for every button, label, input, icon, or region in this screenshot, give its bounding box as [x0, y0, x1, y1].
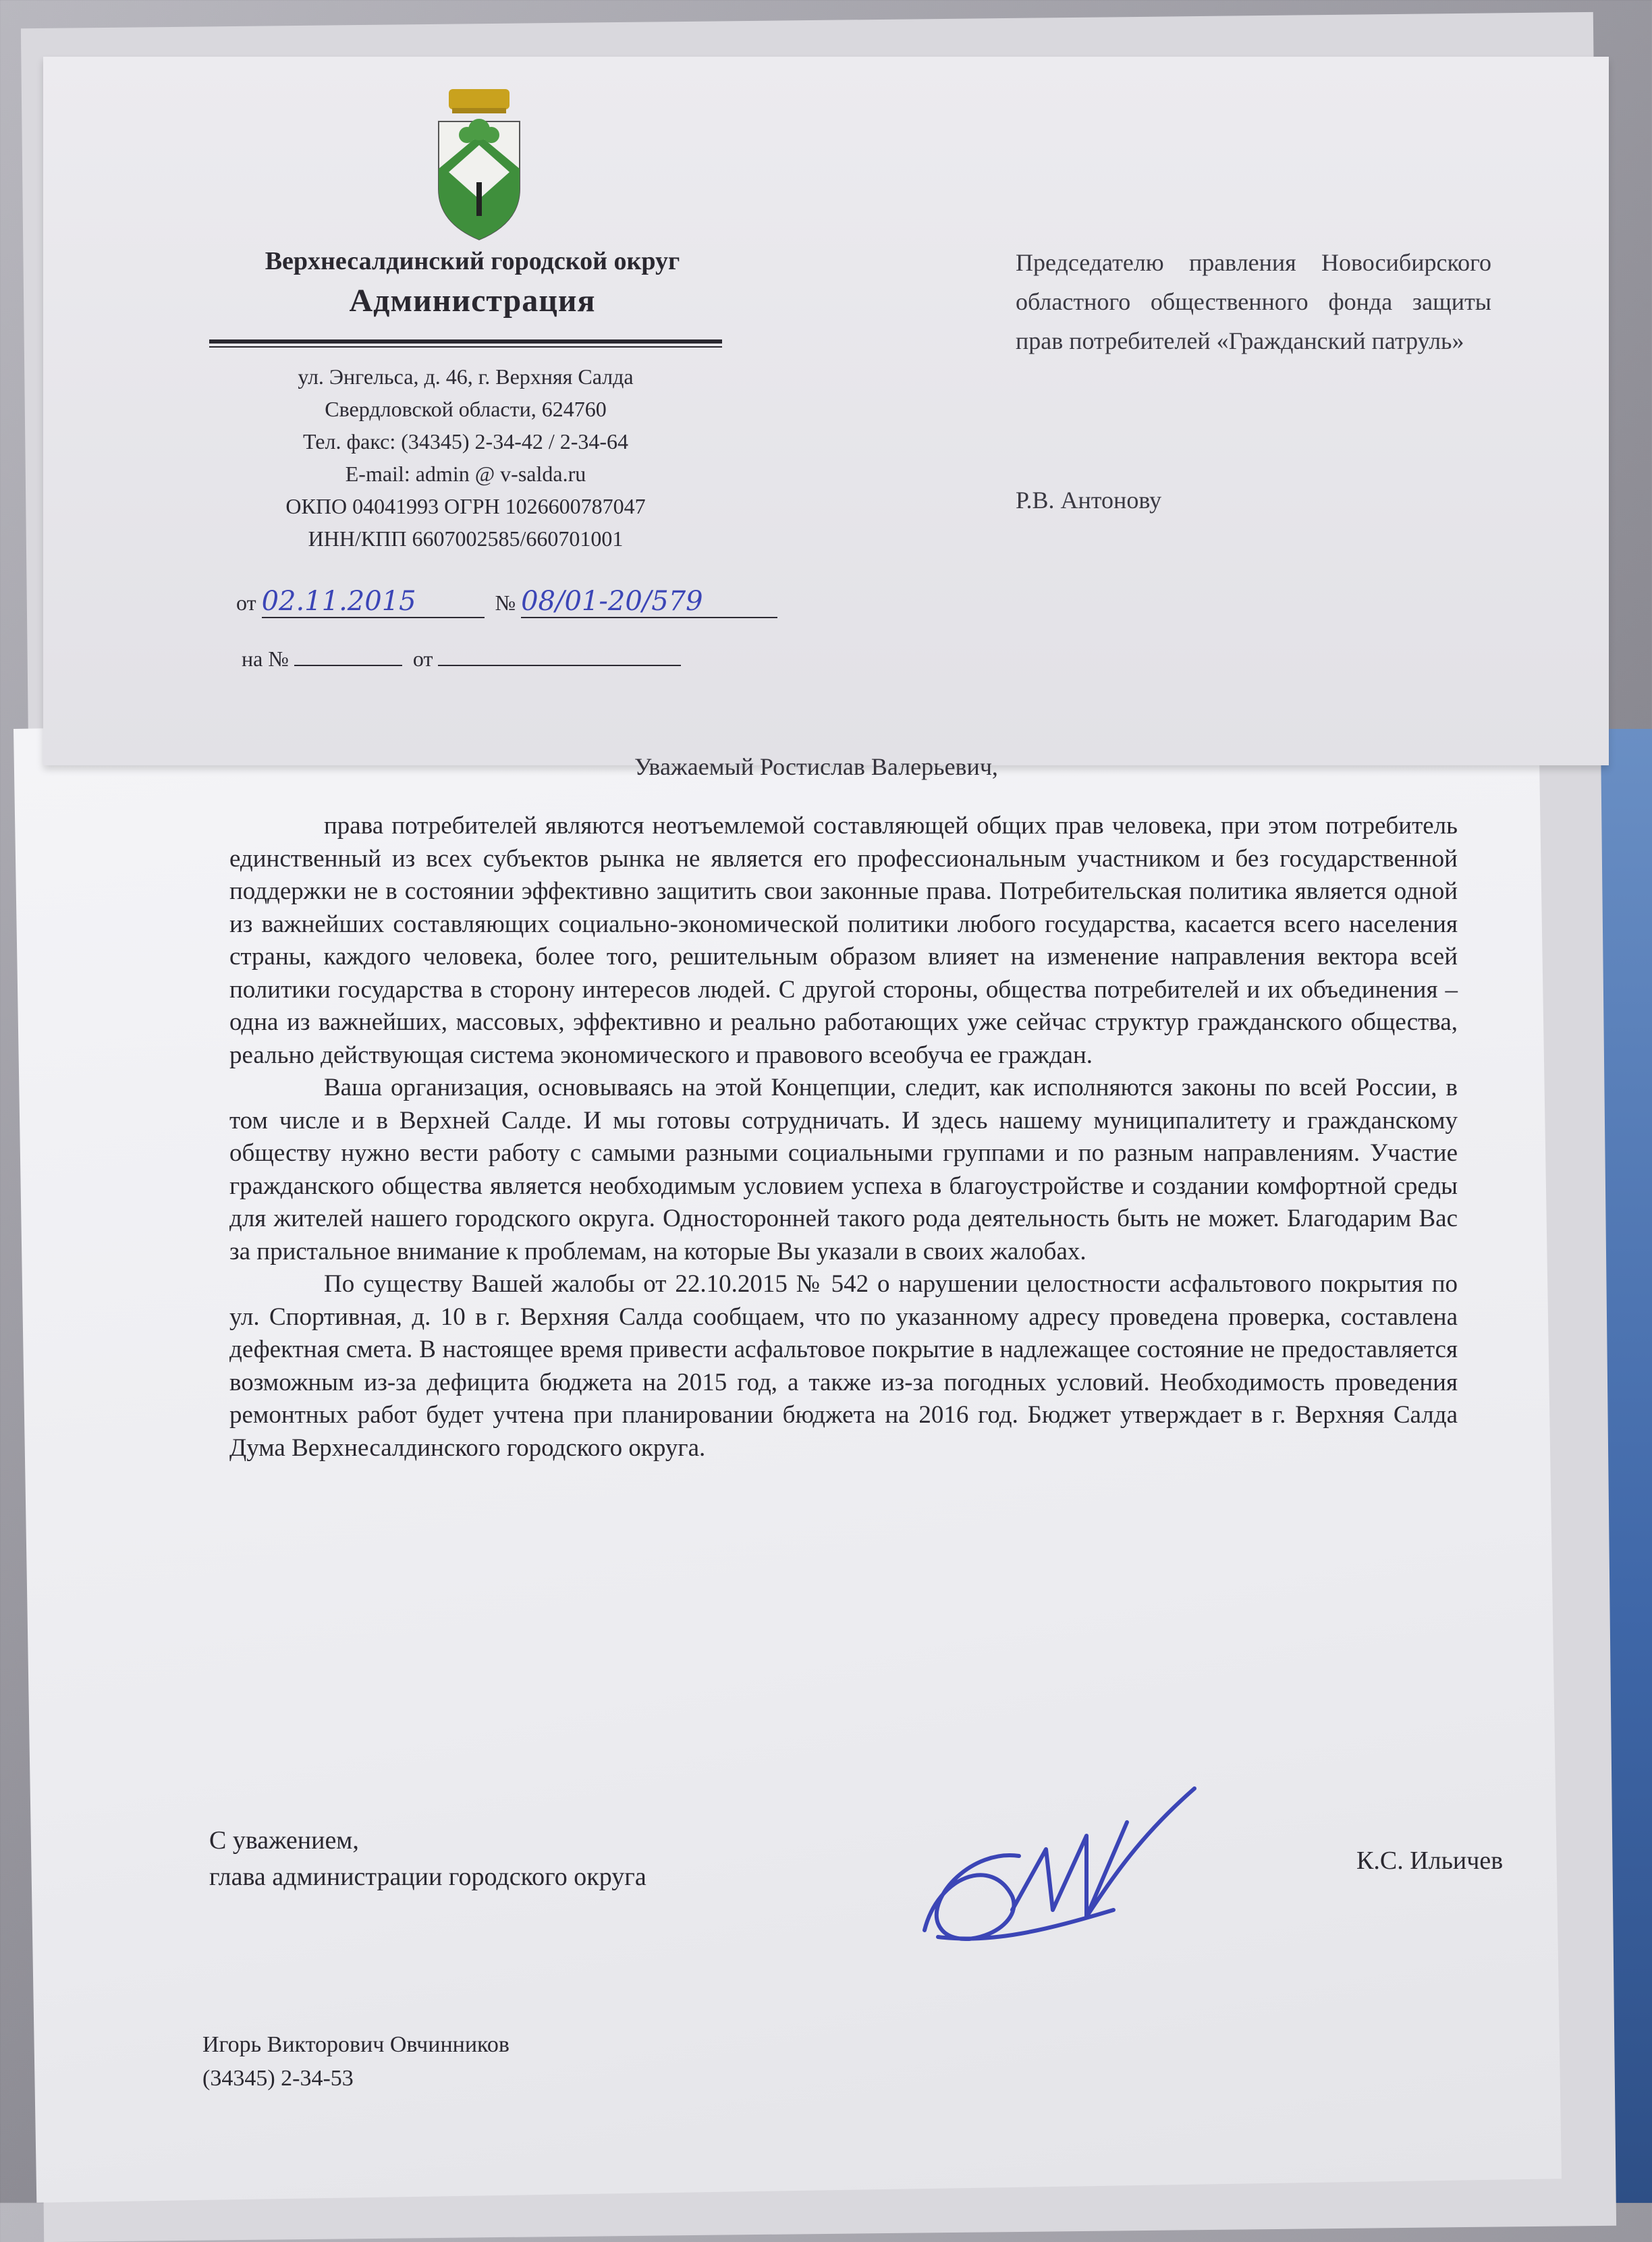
body-paragraph: права потребителей являются неотъемлемой составляющей общих прав человека, при этом потребитель единственный из всех субъектов рынка не является его профессиональным участником и без государственной поддержки не в состоянии эффективно защитить свои законные права. Потребительская политика является одной из важнейших составляющих социально-экономической политики любого государства, касается всего населения страны, каждого человека, более того, решительным образом влияет на изменение направления вектора всей политики государства в сторону интересов людей. С другой стороны, общества потребителей и их объединения – одна из важнейших, массовых, эффективно и реально работающих уже сейчас структур гражданского общества, реально действующая система экономического и правового всеобуча ее граждан.: [229, 812, 1458, 1069]
closing-block: [209, 1822, 646, 1895]
district-name: Верхнесалдинский городской округ: [265, 247, 680, 275]
reply-number-field: [294, 665, 402, 666]
address-line: ул. Энгельса, д. 46, г. Верхняя Салда: [298, 364, 634, 389]
signature-icon: [911, 1775, 1215, 1977]
signer-name: К.С. Ильичев: [1356, 1847, 1504, 1875]
outgoing-number-field: [521, 586, 777, 618]
reply-number-label: на №: [242, 647, 289, 671]
executor-name: Игорь Викторович Овчинников: [202, 2032, 510, 2057]
reply-date-field: [438, 665, 681, 666]
administration-title: Администрация: [349, 283, 596, 319]
outgoing-date-label: от: [236, 591, 256, 615]
email-line: E-mail: admin @ v-salda.ru: [345, 462, 586, 486]
body-paragraph: По существу Вашей жалобы от 22.10.2015 № 542 о нарушении целостности асфальтового покрытия по ул. Спортивная, д. 10 в г. Верхняя Салда сообщаем, что по указанному адресу проведена проверка, составлена дефектная смета. В настоящее время привести асфальтовое покрытие в надлежащее состояние не предоставляется возможным из-за дефицита бюджета на 2015 год, а также из-за погодных условий. Необходимость проведения ремонтных работ будет учтена при планировании бюджета на 2016 год. Бюджет утверждает в г. Верхняя Салда Дума Верхнесалдинского городского округа.: [229, 1270, 1458, 1462]
closing-regards: С уважением,: [209, 1826, 359, 1855]
inn-kpp-line: ИНН/КПП 6607002585/660701001: [308, 526, 624, 551]
body-paragraph: Ваша организация, основываясь на этой Концепции, следит, как исполняются законы по всей России, в том числе и в Верхней Салде. И мы готовы сотрудничать. И здесь нашему муниципалитету и гражданскому обществу нужно вести работу с самыми разными социальными группами и по разным направлениям. Участие гражданского общества является необходимым условием успеха в благоустройстве и создании комфортной среды для жителей нашего городского округа. Односторонней такого рода деятельность быть не может. Благодарим Вас за пристальное внимание к проблемам, на которые Вы указали в своих жалобах.: [229, 1074, 1458, 1265]
addressee-block: Председателю правления Новосибирского областного общественного фонда защиты прав потребителей «Гражданский патруль»: [1016, 249, 1491, 354]
closing-position: глава администрации городского округа: [209, 1863, 646, 1891]
coat-of-arms-icon: [425, 88, 533, 243]
letter-body: [229, 810, 1458, 1465]
addressee-name: Р.В. Антонову: [1016, 487, 1162, 514]
outgoing-number: 08/01-20/579: [521, 586, 703, 617]
executor-block: [202, 2028, 510, 2096]
salutation: Уважаемый Ростислав Валерьевич,: [634, 753, 998, 780]
address-line: Свердловской области, 624760: [325, 397, 607, 421]
outgoing-number-label: №: [495, 591, 516, 615]
reply-ref: [242, 647, 681, 672]
header-rule-thin: [209, 346, 722, 348]
outgoing-ref: [236, 586, 777, 618]
reply-date-label: от: [412, 647, 433, 671]
okpo-ogrn-line: ОКПО 04041993 ОГРН 1026600787047: [285, 494, 646, 518]
phone-line: Тел. факс: (34345) 2-34-42 / 2-34-64: [302, 429, 629, 454]
executor-phone: (34345) 2-34-53: [202, 2066, 354, 2091]
header-rule-thick: [209, 339, 722, 344]
outgoing-date: 02.11.2015: [261, 586, 416, 617]
outgoing-date-field: [262, 586, 485, 618]
